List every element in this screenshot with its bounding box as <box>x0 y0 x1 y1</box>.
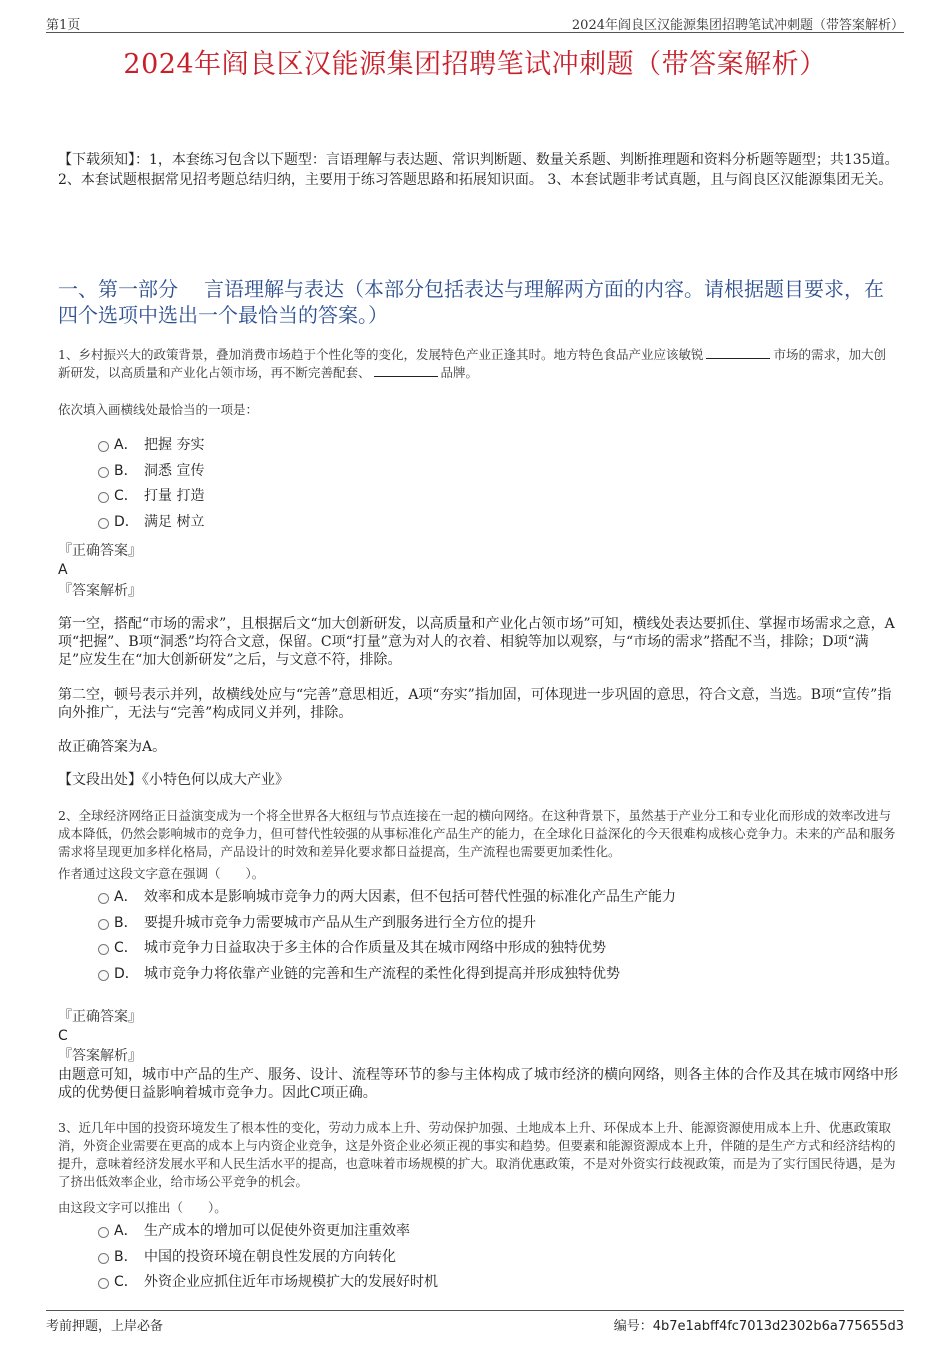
q1-option-a[interactable]: A． 把握 夯实 <box>98 434 898 460</box>
question-3-options <box>98 1220 898 1297</box>
q1-option-c[interactable]: C． 打量 打造 <box>98 485 898 511</box>
download-notice: 【下载须知】：1，本套练习包含以下题型：言语理解与表达题、常识判断题、数量关系题、判断推理题和资料分析题等题型；共135道。 2、本套试题根据常见招考题总结归纳，主要用于练习答题思路和拓展知识面。 3、本套试题非考试真题，且与阎良区汉能源集团无关。 <box>58 152 899 188</box>
q2-option-b[interactable]: B． 要提升城市竞争力需要城市产品从生产到服务进行全方位的提升 <box>98 912 898 938</box>
radio-icon[interactable] <box>98 944 109 955</box>
q3-option-b[interactable]: B． 中国的投资环境在朝良性发展的方向转化 <box>98 1246 898 1272</box>
radio-icon[interactable] <box>98 1278 109 1289</box>
q2-answer: C <box>58 1028 68 1044</box>
radio-icon[interactable] <box>98 893 109 904</box>
radio-icon[interactable] <box>98 492 109 503</box>
q1-stem-part-d: 品牌。 <box>440 365 479 380</box>
radio-icon[interactable] <box>98 1227 109 1238</box>
section-number: 一、第一部分 <box>58 277 178 301</box>
q1-analysis-para-1: 第一空，搭配“市场的需求”，且根据后文“加大创新研发，以高质量和产业化占领市场”可知，横线处表达要抓住、掌握市场需求之意，A项“把握”、B项“洞悉”均符合文意，保留。C项“打量”意为对人的衣着、相貌等加以观察，与“市场的需求”搭配不当，排除；D项“满足”应发生在“加大创新研发”之后，与文意不符，排除。 <box>58 616 895 668</box>
section-heading <box>58 276 898 328</box>
q1-stem-part-a: 1、乡村振兴大的政策背景，叠加消费市场趋于个性化等的变化，发展特色产业正逢其时。地方特色食品产业应该敏锐 <box>58 347 704 362</box>
q1-option-b[interactable]: B． 洞悉 宣传 <box>98 460 898 486</box>
q1-answer: A <box>58 562 68 578</box>
page-header <box>46 12 904 33</box>
q2-option-c[interactable]: C． 城市竞争力日益取决于多主体的合作质量及其在城市网络中形成的独特优势 <box>98 937 898 963</box>
fill-blank-2 <box>374 364 438 377</box>
q1-stem-part-c: 加大创新研发，以高质量和产业化占领市场，再不断完善配套、 <box>58 347 886 380</box>
question-1-options <box>98 434 898 536</box>
question-3-ask: 由这段文字可以推出（ ）。 <box>58 1200 227 1215</box>
question-2-stem: 2、全球经济网络正日益演变成为一个将全世界各大枢纽与节点连接在一起的横向网络。在这种背景下，虽然基于产业分工和专业化而形成的效率改进与成本降低，仍然会影响城市的竞争力，但可替代性较强的从事标准化产品生产的能力，在全球化日益深化的今天很难构成核心竞争力。未来的产品和服务需求将呈现更加多样化格局，产品设计的时效和差异化要求都日益提高，生产流程也需要更加柔性化。 <box>58 808 896 859</box>
q1-analysis-label: 『答案解析』 <box>58 583 142 599</box>
radio-icon[interactable] <box>98 467 109 478</box>
page-number: 第1页 <box>46 18 81 33</box>
page-footer <box>46 1310 904 1337</box>
q3-option-a[interactable]: A． 生产成本的增加可以促使外资更加注重效率 <box>98 1220 898 1246</box>
fill-blank-1 <box>706 346 770 359</box>
q2-analysis: 由题意可知，城市中产品的生产、服务、设计、流程等环节的参与主体构成了城市经济的横向网络，则各主体的合作及其在城市网络中形成的优势便日益影响着城市竞争力。因此C项正确。 <box>58 1067 898 1101</box>
q2-answer-label: 『正确答案』 <box>58 1009 142 1025</box>
question-3-stem: 3、近几年中国的投资环境发生了根本性的变化，劳动力成本上升、劳动保护加强、土地成本上升、环保成本上升、能源资源使用成本上升、优惠政策取消，外资企业需要在更高的成本上与内资企业竞争，这是外资企业必须正视的事实和趋势。但要素和能源资源成本上升，伴随的是生产方式和经济结构的提升，意味着经济发展水平和人民生活水平的提高，也意味着市场规模的扩大。取消优惠政策，不是对外资实行歧视政策，而是为了实行国民待遇，是为了挤出低效率企业，给市场公平竞争的机会。 <box>58 1120 896 1189</box>
q3-option-c[interactable]: C． 外资企业应抓住近年市场规模扩大的发展好时机 <box>98 1271 898 1297</box>
footer-doc-id: 编号：4b7e1abff4fc7013d2302b6a775655d3 <box>613 1319 904 1334</box>
radio-icon[interactable] <box>98 970 109 981</box>
question-2-options <box>98 886 898 988</box>
radio-icon[interactable] <box>98 919 109 930</box>
radio-icon[interactable] <box>98 518 109 529</box>
q1-answer-label: 『正确答案』 <box>58 543 142 559</box>
q1-option-d[interactable]: D． 满足 树立 <box>98 511 898 537</box>
q2-option-a[interactable]: A． 效率和成本是影响城市竞争力的两大因素，但不包括可替代性强的标准化产品生产能力 <box>98 886 898 912</box>
question-2-ask: 作者通过这段文字意在强调（ ）。 <box>58 866 265 881</box>
q1-stem-part-b: 市场的需求， <box>773 347 849 362</box>
header-doc-title: 2024年阎良区汉能源集团招聘笔试冲刺题（带答案解析） <box>571 18 904 33</box>
q2-analysis-label: 『答案解析』 <box>58 1048 142 1064</box>
q1-source: 【文段出处】《小特色何以成大产业》 <box>58 772 289 788</box>
q1-analysis-para-2: 第二空，顿号表示并列，故横线处应与“完善”意思相近，A项“夯实”指加固，可体现进一步巩固的意思，符合文意，当选。B项“宣传”指向外推广，无法与“完善”构成同义并列，排除。 <box>58 687 892 721</box>
section-title: 言语理解与表达（本部分包括表达与理解两方面的内容。请根据题目要求，在四个选项中选出一个最恰当的答案。） <box>58 277 884 327</box>
document-title: 2024年阎良区汉能源集团招聘笔试冲刺题（带答案解析） <box>123 49 827 80</box>
radio-icon[interactable] <box>98 441 109 452</box>
q2-option-d[interactable]: D． 城市竞争力将依靠产业链的完善和生产流程的柔性化得到提高并形成独特优势 <box>98 963 898 989</box>
question-1-stem <box>58 346 898 382</box>
footer-slogan: 考前押题，上岸必备 <box>46 1319 164 1334</box>
question-1-ask: 依次填入画横线处最恰当的一项是： <box>58 402 259 417</box>
q1-analysis-conclusion: 故正确答案为A。 <box>58 739 167 755</box>
radio-icon[interactable] <box>98 1253 109 1264</box>
